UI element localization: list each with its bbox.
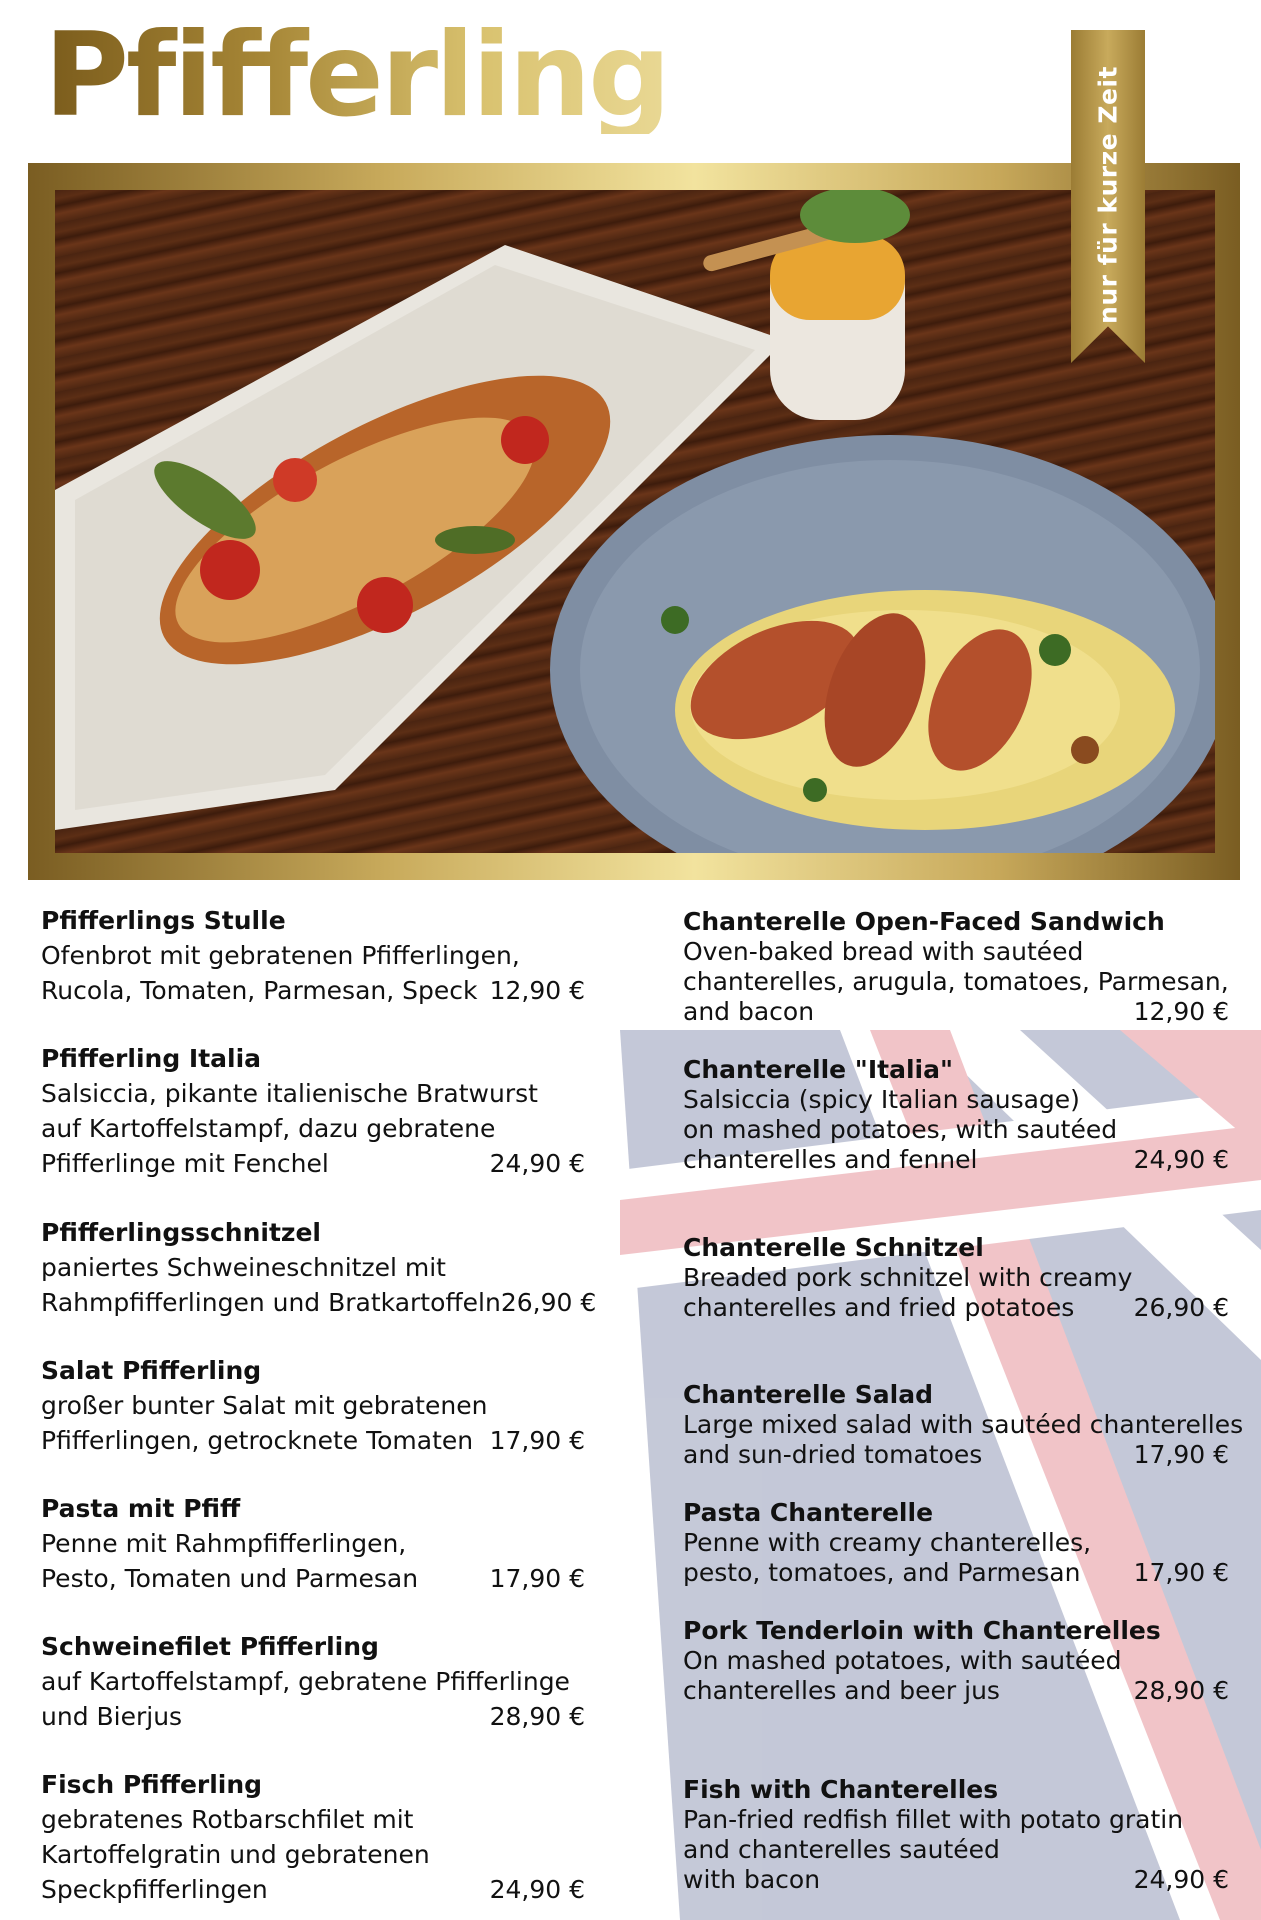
item-description: chanterelles and fried potatoes — [683, 1293, 1075, 1322]
item-description: and bacon — [683, 997, 815, 1026]
menu-item-de — [41, 1491, 585, 1596]
item-description: und Bierjus — [41, 1702, 183, 1731]
item-description: pesto, tomatoes, and Parmesan — [683, 1558, 1081, 1587]
item-price: 24,90 € — [1133, 1865, 1229, 1894]
item-description: Pesto, Tomaten und Parmesan — [41, 1564, 419, 1593]
item-price: 24,90 € — [489, 1875, 585, 1904]
menu-item-en — [683, 1380, 1244, 1470]
item-price: 26,90 € — [500, 1288, 597, 1317]
item-price: 17,90 € — [489, 1564, 585, 1593]
item-description: Kartoffelgratin und gebratenen — [41, 1840, 430, 1869]
menu-item-en — [683, 1233, 1229, 1323]
item-price: 24,90 € — [489, 1149, 585, 1178]
item-price: 17,90 € — [1133, 1558, 1229, 1587]
item-name: Chanterelle Salad — [683, 1380, 934, 1409]
item-description: Rahmpfifferlingen und Bratkartoffeln — [41, 1288, 501, 1317]
item-description: Oven-baked bread with sautéed — [683, 937, 1084, 966]
food-photo — [55, 190, 1215, 853]
menu-item-de — [41, 903, 585, 1008]
item-price: 28,90 € — [1133, 1676, 1229, 1705]
menu-item-de — [41, 1629, 585, 1734]
item-price: 17,90 € — [1133, 1440, 1229, 1469]
item-description: Penne with creamy chanterelles, — [683, 1528, 1092, 1557]
item-name: Fisch Pfifferling — [41, 1770, 263, 1799]
item-name: Chanterelle Open-Faced Sandwich — [683, 907, 1165, 936]
item-description: auf Kartoffelstampf, dazu gebratene — [41, 1114, 496, 1143]
item-description: paniertes Schweineschnitzel mit — [41, 1253, 446, 1282]
item-description: and sun-dried tomatoes — [683, 1440, 983, 1469]
item-name: Fish with Chanterelles — [683, 1775, 999, 1804]
item-name: Chanterelle "Italia" — [683, 1055, 953, 1084]
item-name: Pork Tenderloin with Chanterelles — [683, 1616, 1161, 1645]
item-description: and chanterelles sautéed — [683, 1835, 1000, 1864]
item-description: großer bunter Salat mit gebratenen — [41, 1391, 488, 1420]
item-description: Pfifferlinge mit Fenchel — [41, 1149, 329, 1178]
item-name: Schweinefilet Pfifferling — [41, 1632, 379, 1661]
item-price: 12,90 € — [1133, 997, 1229, 1026]
item-name: Pfifferlingsschnitzel — [41, 1218, 321, 1247]
item-description: auf Kartoffelstampf, gebratene Pfifferlinge — [41, 1667, 570, 1696]
item-description: chanterelles, arugula, tomatoes, Parmesan, — [683, 967, 1229, 996]
item-name: Pfifferling Italia — [41, 1044, 262, 1073]
item-price: 12,90 € — [489, 976, 585, 1005]
item-description: Breaded pork schnitzel with creamy — [683, 1263, 1133, 1292]
item-description: with bacon — [683, 1865, 821, 1894]
page-title: Pfifferling — [44, 8, 669, 143]
ribbon-label: nur für kurze Zeit — [1093, 66, 1123, 324]
item-description: Salsiccia (spicy Italian sausage) — [683, 1085, 1080, 1114]
menu-item-de — [41, 1041, 585, 1181]
item-name: Pasta Chanterelle — [683, 1498, 934, 1527]
item-description: gebratenes Rotbarschfilet mit — [41, 1805, 414, 1834]
menu-item-en — [683, 1055, 1229, 1175]
item-description: Pan-fried redfish fillet with potato gratin — [683, 1805, 1184, 1834]
menu-item-de — [41, 1767, 585, 1907]
item-description: Speckpfifferlingen — [41, 1875, 268, 1904]
item-description: Pfifferlingen, getrocknete Tomaten — [41, 1426, 474, 1455]
menu-item-en — [683, 907, 1229, 1027]
item-description: chanterelles and beer jus — [683, 1676, 1000, 1705]
item-price: 26,90 € — [1133, 1293, 1229, 1322]
item-description: On mashed potatoes, with sautéed — [683, 1646, 1122, 1675]
item-name: Pfifferlings Stulle — [41, 906, 286, 935]
item-price: 24,90 € — [1133, 1145, 1229, 1174]
item-price: 28,90 € — [489, 1702, 585, 1731]
item-description: chanterelles and fennel — [683, 1145, 978, 1174]
item-name: Salat Pfifferling — [41, 1356, 262, 1385]
menu-item-en — [683, 1775, 1229, 1895]
item-description: Large mixed salad with sautéed chanterelles — [683, 1410, 1244, 1439]
menu-item-de — [41, 1215, 597, 1320]
menu-item-en — [683, 1616, 1229, 1706]
item-description: Rucola, Tomaten, Parmesan, Speck — [41, 976, 478, 1005]
item-description: Ofenbrot mit gebratenen Pfifferlingen, — [41, 941, 520, 970]
item-description: Salsiccia, pikante italienische Bratwurst — [41, 1079, 538, 1108]
menu-item-de — [41, 1353, 585, 1458]
item-description: on mashed potatoes, with sautéed — [683, 1115, 1118, 1144]
item-name: Pasta mit Pfiff — [41, 1494, 241, 1523]
item-name: Chanterelle Schnitzel — [683, 1233, 984, 1262]
item-description: Penne mit Rahmpfifferlingen, — [41, 1529, 407, 1558]
item-price: 17,90 € — [489, 1426, 585, 1455]
menu-item-en — [683, 1498, 1229, 1588]
